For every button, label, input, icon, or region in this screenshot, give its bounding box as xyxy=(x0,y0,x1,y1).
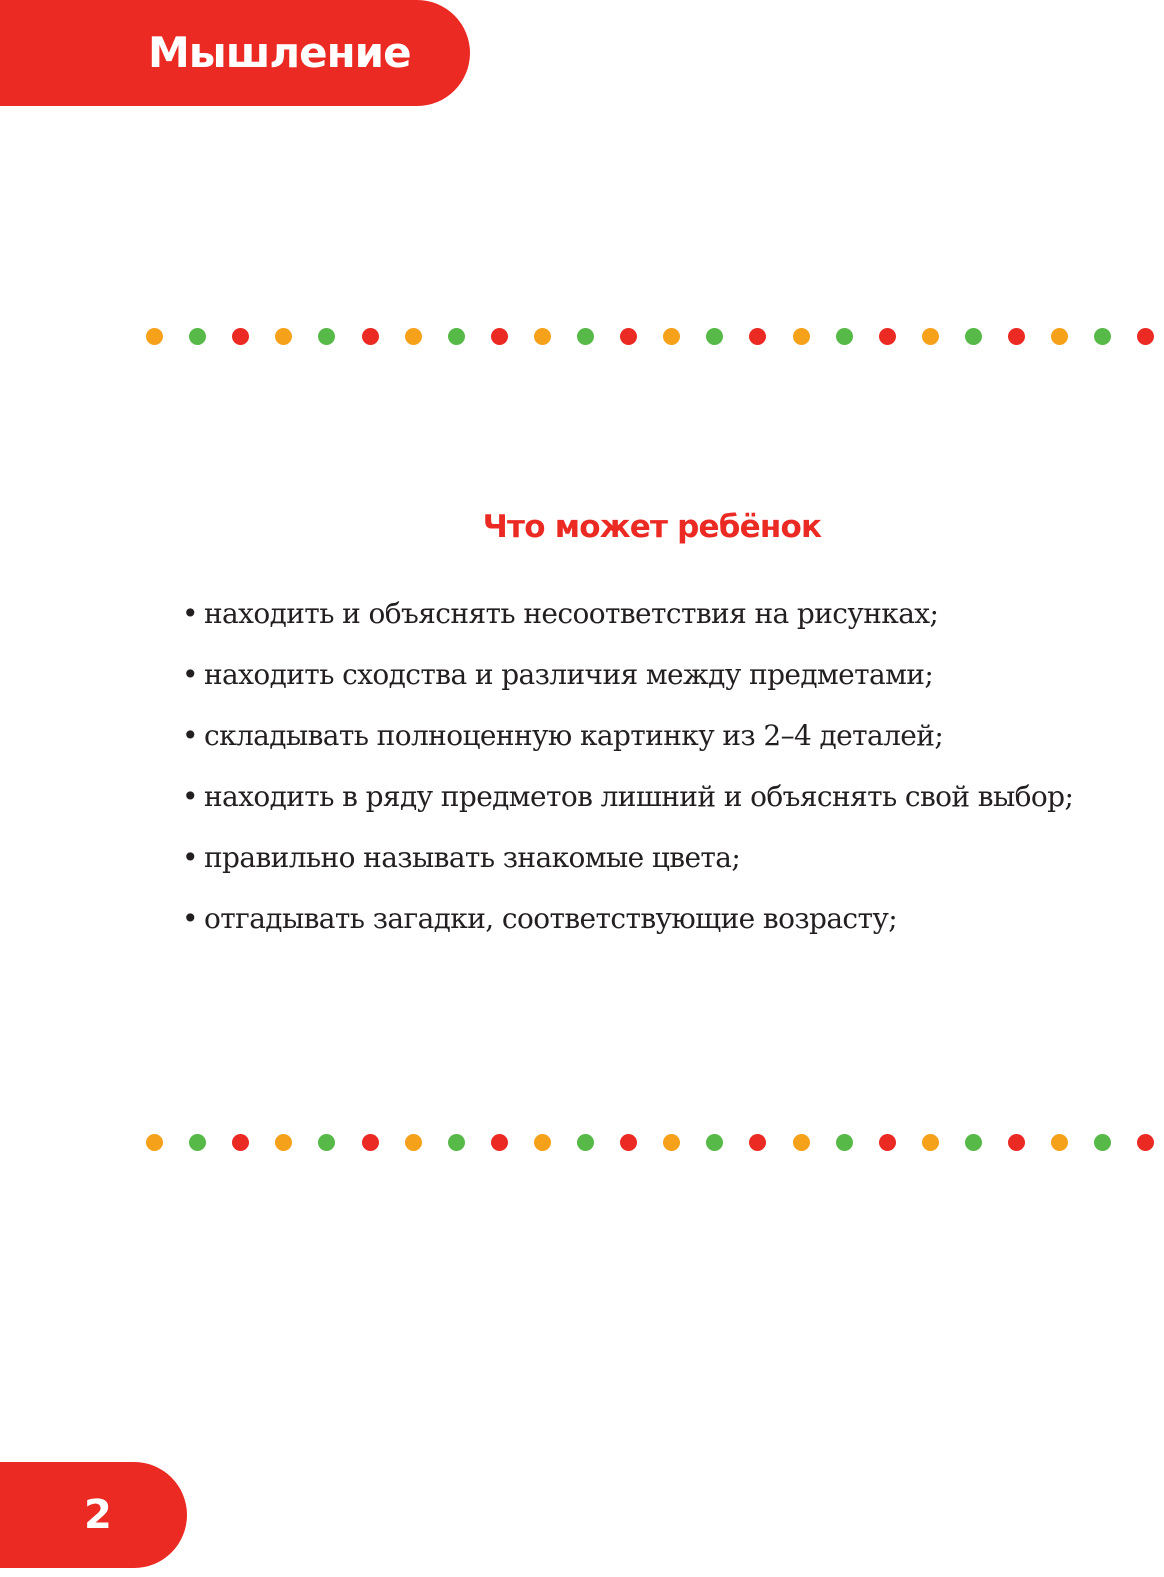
header-tab xyxy=(0,0,470,106)
divider-dot xyxy=(362,328,379,345)
bullet-icon: • xyxy=(182,658,198,691)
list-item-text: находить в ряду предметов лишний и объяснять свой выбор; xyxy=(204,780,1074,813)
divider-dot xyxy=(620,1134,637,1151)
divider-dot xyxy=(793,328,810,345)
bullet-icon: • xyxy=(182,719,198,752)
divider-dot xyxy=(577,328,594,345)
divider-dot xyxy=(836,1134,853,1151)
divider-dot xyxy=(663,1134,680,1151)
page-number-tab xyxy=(0,1462,187,1568)
divider-dot xyxy=(534,1134,551,1151)
page-number: 2 xyxy=(84,1492,112,1538)
dot-divider-top xyxy=(0,327,1164,347)
divider-dot xyxy=(491,328,508,345)
divider-dot xyxy=(534,328,551,345)
divider-dot xyxy=(362,1134,379,1151)
section-title: Что может ребёнок xyxy=(482,509,822,545)
list-item xyxy=(182,832,1073,893)
list-item xyxy=(182,893,1073,954)
divider-dot xyxy=(965,1134,982,1151)
bullet-icon: • xyxy=(182,780,198,813)
bullet-icon: • xyxy=(182,597,198,630)
divider-dot xyxy=(1137,328,1154,345)
divider-dot xyxy=(275,1134,292,1151)
bullet-icon: • xyxy=(182,902,198,935)
divider-dot xyxy=(1008,1134,1025,1151)
divider-dot xyxy=(1094,328,1111,345)
divider-dot xyxy=(577,1134,594,1151)
divider-dot xyxy=(318,1134,335,1151)
divider-dot xyxy=(879,328,896,345)
divider-dot xyxy=(146,1134,163,1151)
skills-list xyxy=(182,588,1073,954)
divider-dot xyxy=(491,1134,508,1151)
divider-dot xyxy=(448,1134,465,1151)
divider-dot xyxy=(275,328,292,345)
list-item xyxy=(182,710,1073,771)
divider-dot xyxy=(663,328,680,345)
divider-dot xyxy=(922,328,939,345)
divider-dot xyxy=(189,1134,206,1151)
list-item xyxy=(182,588,1073,649)
divider-dot xyxy=(706,1134,723,1151)
divider-dot xyxy=(1051,1134,1068,1151)
divider-dot xyxy=(146,328,163,345)
list-item-text: правильно называть знакомые цвета; xyxy=(204,841,741,874)
divider-dot xyxy=(793,1134,810,1151)
divider-dot xyxy=(965,328,982,345)
divider-dot xyxy=(879,1134,896,1151)
list-item xyxy=(182,649,1073,710)
divider-dot xyxy=(836,328,853,345)
divider-dot xyxy=(189,328,206,345)
page-title: Мышление xyxy=(148,28,411,77)
divider-dot xyxy=(620,328,637,345)
divider-dot xyxy=(1051,328,1068,345)
divider-dot xyxy=(1094,1134,1111,1151)
list-item-text: отгадывать загадки, соответствующие возрасту; xyxy=(204,902,898,935)
divider-dot xyxy=(448,328,465,345)
divider-dot xyxy=(749,1134,766,1151)
divider-dot xyxy=(1137,1134,1154,1151)
divider-dot xyxy=(1008,328,1025,345)
bullet-icon: • xyxy=(182,841,198,874)
list-item-text: складывать полноценную картинку из 2–4 деталей; xyxy=(204,719,944,752)
list-item-text: находить и объяснять несоответствия на рисунках; xyxy=(204,597,939,630)
divider-dot xyxy=(318,328,335,345)
dot-divider-bottom xyxy=(0,1133,1164,1153)
divider-dot xyxy=(922,1134,939,1151)
divider-dot xyxy=(232,328,249,345)
divider-dot xyxy=(405,1134,422,1151)
list-item xyxy=(182,771,1073,832)
list-item-text: находить сходства и различия между предметами; xyxy=(204,658,934,691)
divider-dot xyxy=(405,328,422,345)
divider-dot xyxy=(232,1134,249,1151)
divider-dot xyxy=(749,328,766,345)
divider-dot xyxy=(706,328,723,345)
